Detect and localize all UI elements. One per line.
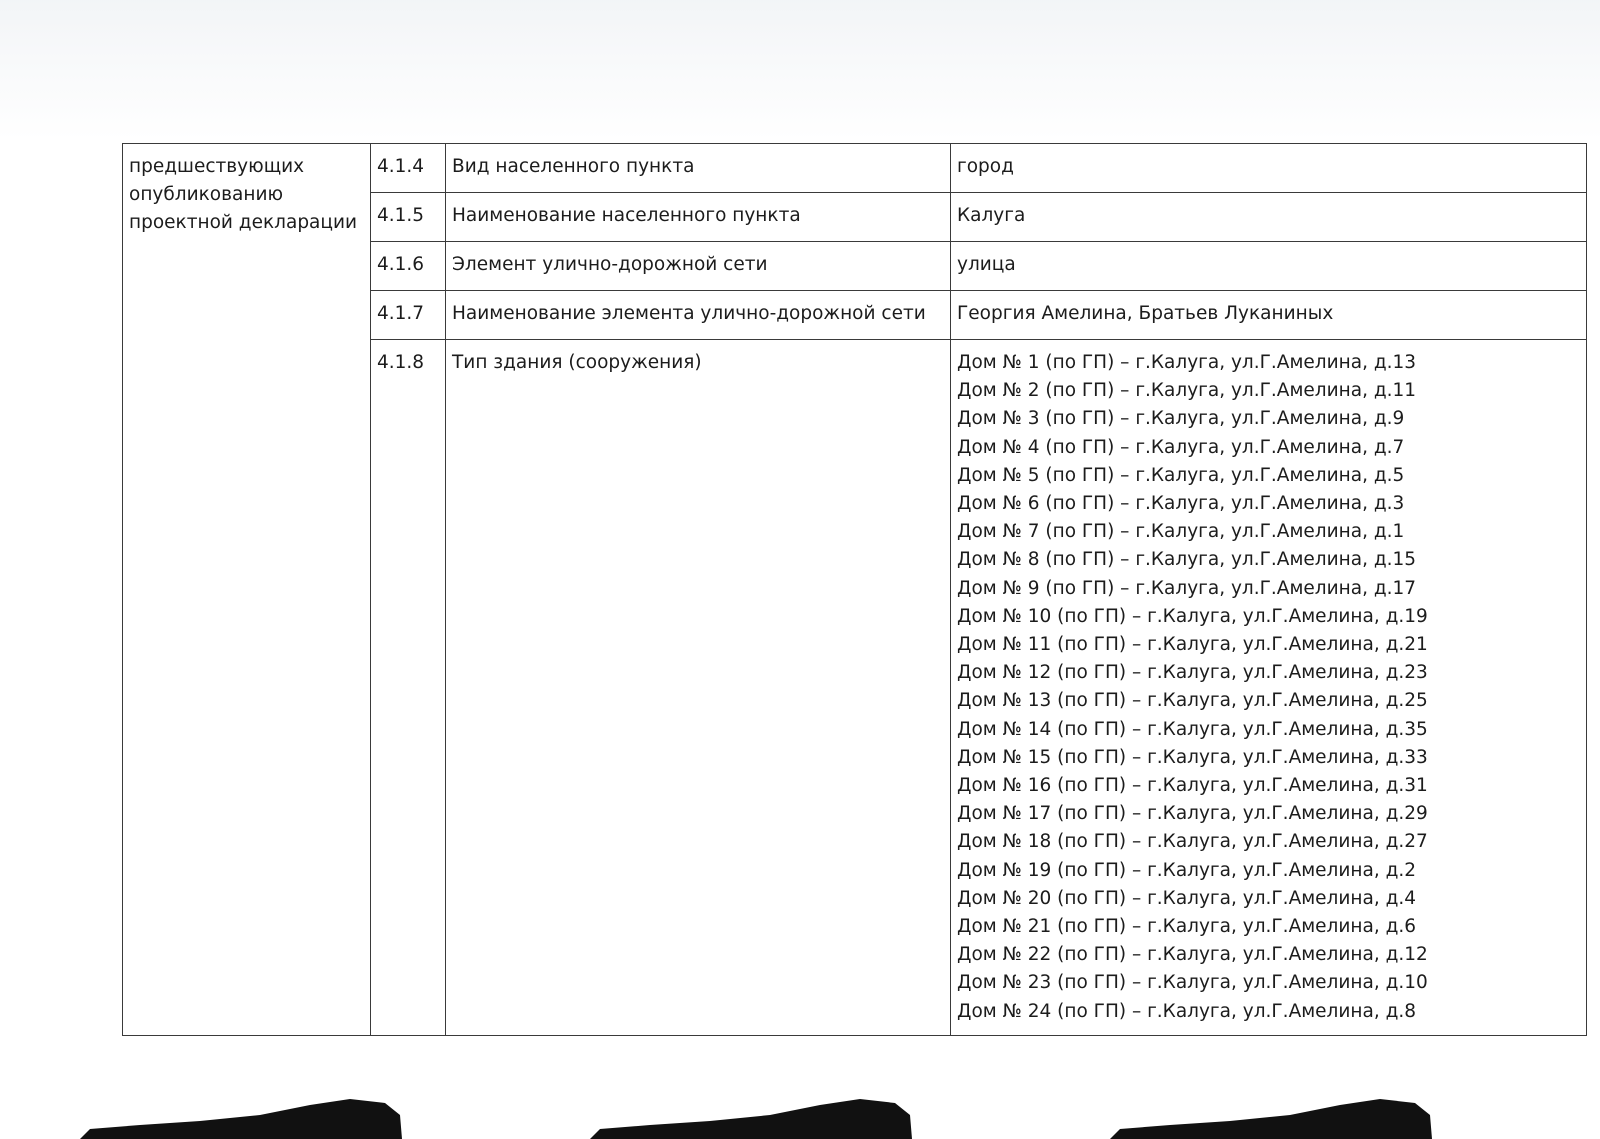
row-value: улица bbox=[951, 242, 1587, 291]
address-line: Дом № 14 (по ГП) – г.Калуга, ул.Г.Амелина, д.35 bbox=[957, 718, 1428, 740]
address-line: Дом № 13 (по ГП) – г.Калуга, ул.Г.Амелина, д.25 bbox=[957, 690, 1428, 712]
row-number: 4.1.4 bbox=[371, 144, 446, 193]
scan-edge-smudges bbox=[0, 1085, 1600, 1139]
address-line: Дом № 7 (по ГП) – г.Калуга, ул.Г.Амелина, д.1 bbox=[957, 521, 1405, 543]
row-number: 4.1.5 bbox=[371, 193, 446, 242]
address-line: Дом № 5 (по ГП) – г.Калуга, ул.Г.Амелина, д.5 bbox=[957, 464, 1405, 486]
row-parameter-name: Наименование элемента улично-дорожной сети bbox=[446, 291, 951, 340]
section-label-line: проектной декларации bbox=[129, 212, 358, 234]
address-line: Дом № 4 (по ГП) – г.Калуга, ул.Г.Амелина, д.7 bbox=[957, 436, 1405, 458]
address-line: Дом № 21 (по ГП) – г.Калуга, ул.Г.Амелина, д.6 bbox=[957, 916, 1417, 938]
row-number: 4.1.8 bbox=[371, 340, 446, 1036]
address-list-cell bbox=[951, 340, 1587, 1036]
row-value: Калуга bbox=[951, 193, 1587, 242]
address-line: Дом № 10 (по ГП) – г.Калуга, ул.Г.Амелина, д.19 bbox=[957, 605, 1428, 627]
row-value: город bbox=[951, 144, 1587, 193]
address-line: Дом № 24 (по ГП) – г.Калуга, ул.Г.Амелина, д.8 bbox=[957, 1000, 1417, 1022]
row-number: 4.1.6 bbox=[371, 242, 446, 291]
row-parameter-name: Вид населенного пункта bbox=[446, 144, 951, 193]
section-label-cell bbox=[123, 144, 371, 1036]
address-line: Дом № 1 (по ГП) – г.Калуга, ул.Г.Амелина, д.13 bbox=[957, 352, 1417, 373]
scan-smudge bbox=[1110, 1099, 1432, 1139]
address-line: Дом № 22 (по ГП) – г.Калуга, ул.Г.Амелина, д.12 bbox=[957, 944, 1428, 966]
address-line: Дом № 17 (по ГП) – г.Калуга, ул.Г.Амелина, д.29 bbox=[957, 803, 1428, 825]
address-line: Дом № 15 (по ГП) – г.Калуга, ул.Г.Амелина, д.33 bbox=[957, 746, 1428, 768]
scan-smudge bbox=[80, 1099, 402, 1139]
address-line: Дом № 11 (по ГП) – г.Калуга, ул.Г.Амелина, д.21 bbox=[957, 634, 1428, 656]
address-line: Дом № 20 (по ГП) – г.Калуга, ул.Г.Амелина, д.4 bbox=[957, 887, 1417, 909]
scan-smudge bbox=[590, 1099, 912, 1139]
address-line: Дом № 3 (по ГП) – г.Калуга, ул.Г.Амелина, д.9 bbox=[957, 408, 1405, 430]
address-line: Дом № 2 (по ГП) – г.Калуга, ул.Г.Амелина, д.11 bbox=[957, 380, 1417, 402]
address-line: Дом № 12 (по ГП) – г.Калуга, ул.Г.Амелина, д.23 bbox=[957, 662, 1428, 684]
row-parameter-name: Элемент улично-дорожной сети bbox=[446, 242, 951, 291]
address-line: Дом № 6 (по ГП) – г.Калуга, ул.Г.Амелина, д.3 bbox=[957, 493, 1405, 515]
row-parameter-name: Тип здания (сооружения) bbox=[446, 340, 951, 1036]
address-line: Дом № 19 (по ГП) – г.Калуга, ул.Г.Амелина, д.2 bbox=[957, 859, 1417, 881]
section-label-line: предшествующих bbox=[129, 156, 305, 177]
table-row bbox=[123, 144, 1587, 193]
address-line: Дом № 18 (по ГП) – г.Калуга, ул.Г.Амелина, д.27 bbox=[957, 831, 1428, 853]
address-line: Дом № 16 (по ГП) – г.Калуга, ул.Г.Амелина, д.31 bbox=[957, 775, 1428, 797]
address-line: Дом № 23 (по ГП) – г.Калуга, ул.Г.Амелина, д.10 bbox=[957, 972, 1428, 994]
address-line: Дом № 9 (по ГП) – г.Калуга, ул.Г.Амелина, д.17 bbox=[957, 577, 1417, 599]
declaration-table bbox=[122, 143, 1587, 1036]
section-label-line: опубликованию bbox=[129, 184, 284, 206]
scan-background-haze bbox=[0, 0, 1600, 140]
row-parameter-name: Наименование населенного пункта bbox=[446, 193, 951, 242]
row-value: Георгия Амелина, Братьев Луканиных bbox=[951, 291, 1587, 340]
address-line: Дом № 8 (по ГП) – г.Калуга, ул.Г.Амелина, д.15 bbox=[957, 549, 1417, 571]
row-number: 4.1.7 bbox=[371, 291, 446, 340]
